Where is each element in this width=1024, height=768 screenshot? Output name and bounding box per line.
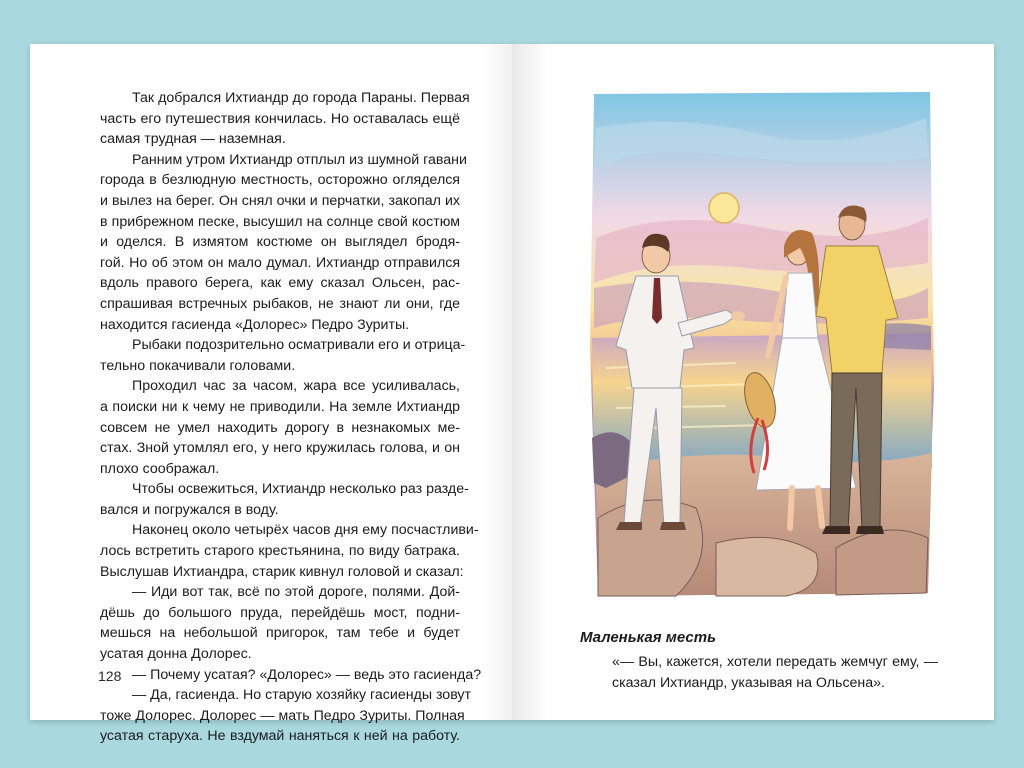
text-line: часть его путешествия кончилась. Но оставалась ещё — [100, 110, 460, 127]
text-line: и оделся. В измятом костюме он выглядел бродя- — [100, 234, 460, 251]
text-line: гой. Но об этом он мало думал. Ихтиандр отправился — [100, 254, 460, 271]
text-line: — Да, гасиенда. Но старую хозяйку гасиенды зовут — [132, 687, 472, 704]
page-number: 128 — [98, 668, 122, 684]
text-line: Наконец около четырёх часов дня ему посчастливи- — [132, 522, 479, 539]
text-line: а поиски ни к чему не приводили. На земле Ихтиандр — [100, 398, 460, 415]
text-line: мешься на небольшой пригорок, там тебе и будет — [100, 625, 460, 642]
text-line: лось встретить старого крестьянина, по виду батрака. — [100, 543, 460, 560]
text-line: — Иди вот так, всё по этой дороге, полями. Дой- — [132, 584, 460, 601]
text-line: в прибрежном песке, высушил на солнце свой костюм — [100, 213, 460, 230]
text-line: сказал Ихтиандр, указывая на Ольсена». — [612, 674, 885, 691]
text-line: Ранним утром Ихтиандр отплыл из шумной гавани — [132, 151, 467, 168]
text-line: вался и погружался в воду. — [100, 501, 279, 518]
left-page — [30, 44, 512, 745]
body-text — [100, 88, 482, 747]
text-line: находится гасиенда «Долорес» Педро Зуриты. — [100, 316, 410, 333]
caption-text — [580, 652, 938, 693]
text-line: стах. Зной утомлял его, у него кружилась голова, и он — [100, 440, 460, 457]
open-book — [30, 44, 994, 745]
text-line: Выслушав Ихтиандра, старик кивнул головой и сказал: — [100, 563, 464, 580]
text-line: усатая донна Долорес. — [100, 646, 252, 663]
text-line: самая трудная — наземная. — [100, 131, 286, 148]
text-line: Так добрался Ихтиандр до города Параны. Первая — [132, 90, 470, 106]
right-page — [512, 44, 994, 720]
text-line: дёшь до большого пруда, перейдёшь мост, подни- — [100, 604, 460, 621]
text-line: Проходил час за часом, жара все усиливалась, — [132, 378, 460, 395]
text-line: спрашивая встречных рыбаков, не знают ли они, где — [100, 295, 460, 312]
caption-title: Маленькая месть — [580, 629, 716, 646]
text-line: Чтобы освежиться, Ихтиандр несколько раз разде- — [132, 481, 469, 498]
text-line: плохо соображал. — [100, 460, 220, 477]
text-line: вдоль правого берега, как ему сказал Ольсен, рас- — [100, 275, 460, 292]
text-line: — Почему усатая? «Долорес» — ведь это гасиенда? — [132, 666, 482, 683]
text-line: и вылез на берег. Он снял очки и перчатки, закопал их — [100, 192, 460, 209]
text-line: города в безлюдную местность, осторожно огляделся — [100, 172, 460, 189]
text-line: Рыбаки подозрительно осматривали его и отрица- — [132, 337, 466, 354]
text-line: усатая старуха. Не вздумай наняться к ней на работу. — [100, 728, 460, 745]
illustration — [586, 88, 938, 600]
text-line: совсем не умел находить дорогу в незнакомых ме- — [100, 419, 460, 436]
text-line: тельно покачивали головами. — [100, 357, 296, 374]
text-line: «— Вы, кажется, хотели передать жемчуг ему, — — [612, 654, 938, 670]
text-line: тоже Долорес. Долорес — мать Педро Зуриты. Полная — [100, 707, 465, 724]
